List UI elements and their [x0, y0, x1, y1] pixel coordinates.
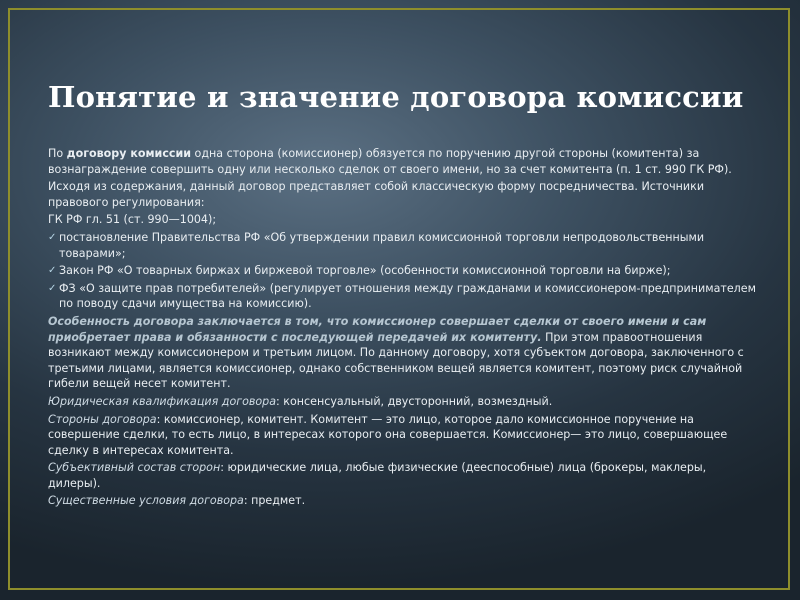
definition-text: одна сторона (комиссионер) обязуется по поручению другой стороны (комитента) за вознаграждение совершить одну или несколько сделок от своего имени, но за счет комитента (п. 1 ст. 990 ГК РФ). — [48, 147, 732, 176]
bullet-text: постановление Правительства РФ «Об утверждении правил комиссионной торговли непродовольственными товарами»; — [59, 230, 705, 260]
qualification-paragraph — [48, 394, 760, 410]
bullet-text: Закон РФ «О товарных биржах и биржевой торговле» (особенности комиссионной торговли на бирже); — [59, 264, 671, 278]
feature-emphasis: Особенность договора заключается в том, что комиссионер совершает сделки от своего имени и сам приобретает права и обязанности с последующей передачей их комитенту. — [48, 314, 707, 344]
essential-label: Существенные условия договора — [48, 494, 244, 508]
parties-label: Стороны договора — [48, 412, 157, 426]
feature-text: При этом правоотношения возникают между комиссионером и третьим лицом. По данному договору, хотя субъектом договора, заключенного с третьими лицами, является комиссионер, однако собственником вещей является комитент, поэтому риск случайной гибели вещей несет комитент. — [48, 330, 744, 391]
subjects-text: : юридические лица, любые физические (дееспособные) лица (брокеры, маклеры, дилеры). — [48, 461, 707, 490]
bullet-item — [48, 263, 760, 279]
checkmark-icon: ✓ — [48, 231, 57, 243]
bullet-text: ФЗ «О защите прав потребителей» (регулирует отношения между гражданами и комиссионером-предпринимателем по поводу сдачи имущества на комиссию). — [59, 281, 756, 311]
qualification-label: Юридическая квалификация договора — [48, 394, 277, 408]
parties-paragraph — [48, 412, 760, 459]
checkmark-icon: ✓ — [48, 282, 57, 294]
checkmark-icon: ✓ — [48, 265, 57, 277]
bullet-item — [48, 281, 760, 312]
essential-text: : предмет. — [243, 494, 306, 508]
bullet-item — [48, 230, 760, 261]
feature-paragraph — [48, 314, 760, 392]
parties-text: : комиссионер, комитент. Комитент — это лицо, которое дало комиссионное поручение на совершение сделки, то есть лицо, в интересах которого она совершается. Комиссионер— это лицо, совершающее сделку в интересах комитента. — [48, 412, 728, 457]
subjects-label: Субъективный состав сторон — [48, 461, 221, 475]
source-civil-code: ГК РФ гл. 51 (ст. 990—1004); — [48, 213, 217, 227]
definition-term: договору комиссии — [66, 147, 192, 160]
sources-intro: Исходя из содержания, данный договор представляет собой классическую форму посредничества. Источники правового регулирования: — [48, 180, 705, 209]
definition-paragraph — [48, 146, 760, 177]
subjects-paragraph — [48, 460, 760, 491]
definition-pre: По — [48, 147, 67, 160]
slide-title: Понятие и значение договора комиссии — [48, 80, 744, 114]
qualification-text: : консенсуальный, двусторонний, возмездный. — [276, 394, 553, 408]
essential-paragraph — [48, 493, 760, 509]
slide-content — [48, 146, 760, 511]
